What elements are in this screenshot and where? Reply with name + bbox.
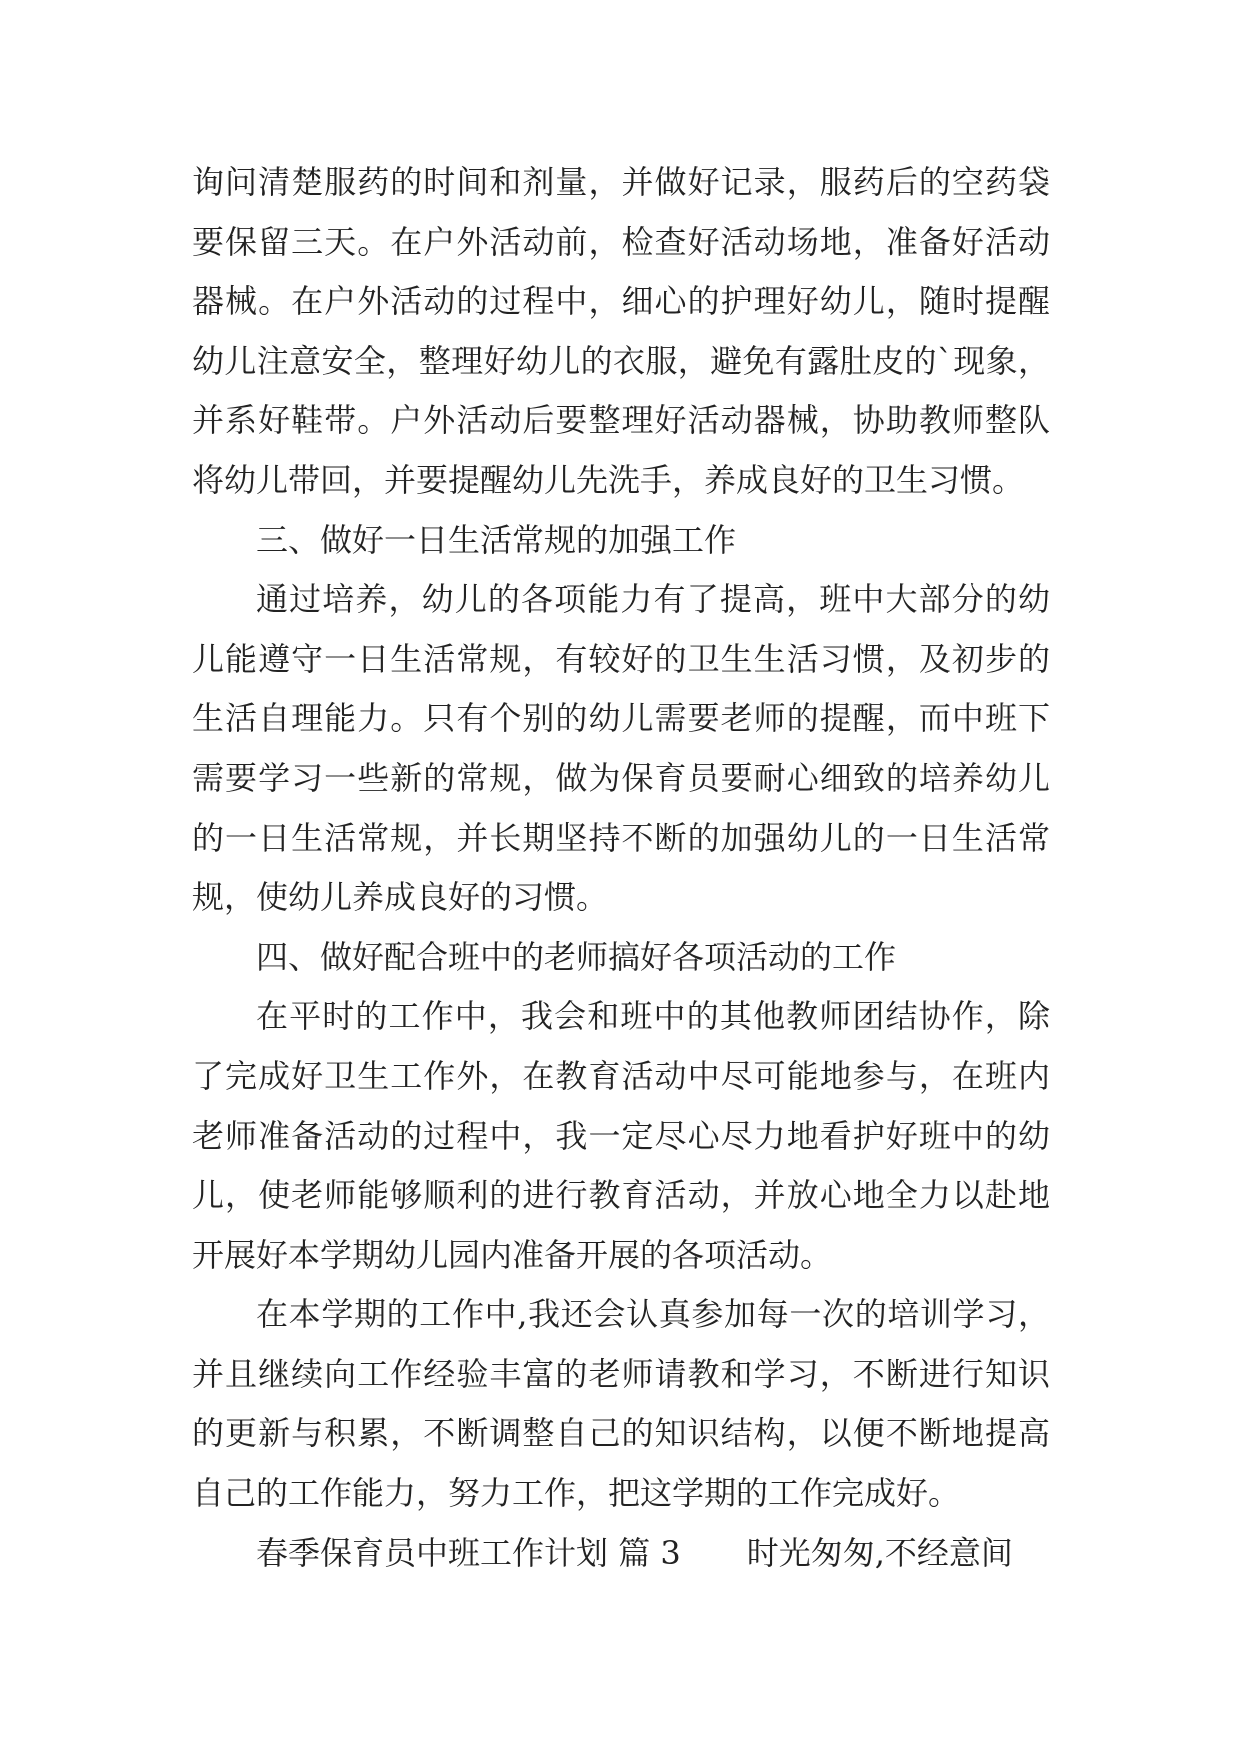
next-article-title: 春季保育员中班工作计划 (256, 1533, 609, 1572)
paragraph-cooperation: 在平时的工作中，我会和班中的其他教师团结协作，除了完成好卫生工作外，在教育活动中尽可能地参与，在班内老师准备活动的过程中，我一定尽心尽力地看护好班中的幼儿，使老师能够顺利的进行教育活动，并放心地全力以赴地开展好本学期幼儿园内准备开展的各项活动。 (192, 997, 1050, 1274)
paragraph-daily-routine: 通过培养，幼儿的各项能力有了提高，班中大部分的幼儿能遵守一日生活常规，有较好的卫生生活习惯，及初步的生活自理能力。只有个别的幼儿需要老师的提醒，而中班下需要学习一些新的常规，做为保育员要耐心细致的培养幼儿的一日生活常规，并长期坚持不断的加强幼儿的一日生活常规，使幼儿养成良好的习惯。 (192, 580, 1050, 917)
body-text (192, 153, 1050, 1583)
next-article-part-label: 篇 3 (618, 1533, 681, 1572)
paragraph-learning: 在本学期的工作中,我还会认真参加每一次的培训学习，并且继续向工作经验丰富的老师请教和学习，不断进行知识的更新与积累，不断调整自己的知识结构，以便不断地提高自己的工作能力，努力工作，把这学期的工作完成好。 (192, 1295, 1050, 1513)
paragraph-routine-care: 询问清楚服药的时间和剂量，并做好记录，服药后的空药袋要保留三天。在户外活动前，检查好活动场地，准备好活动器械。在户外活动的过程中，细心的护理好幼儿，随时提醒幼儿注意安全，整理好幼儿的衣服，避免有露肚皮的`现象，并系好鞋带。户外活动后要整理好活动器械，协助教师整队将幼儿带回，并要提醒幼儿先洗手，养成良好的卫生习惯。 (192, 163, 1050, 499)
section-heading-4: 四、做好配合班中的老师搞好各项活动的工作 (256, 937, 897, 976)
next-article-opening: 时光匆匆,不经意间 (746, 1533, 1013, 1572)
next-article-line (192, 1524, 1050, 1584)
section-heading-3: 三、做好一日生活常规的加强工作 (256, 520, 737, 559)
